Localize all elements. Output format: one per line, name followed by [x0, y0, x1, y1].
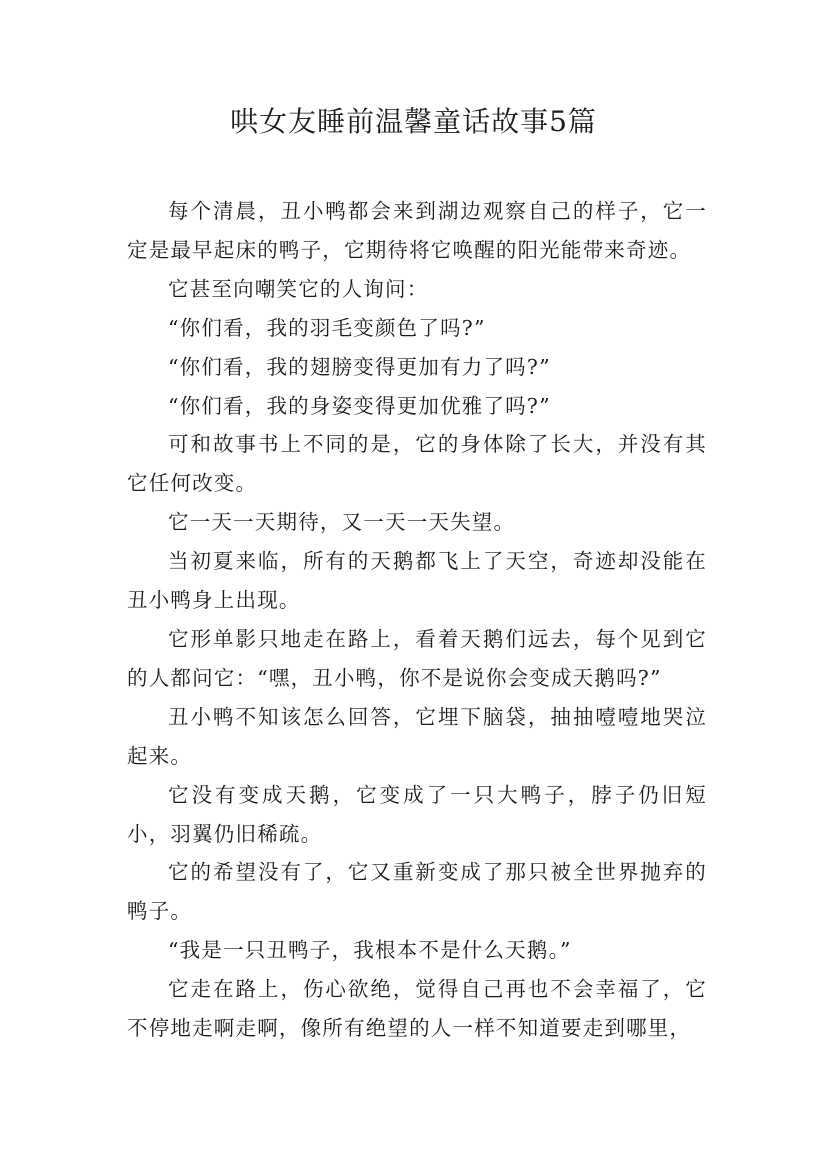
paragraph: “你们看，我的羽毛变颜色了吗?” [168, 315, 486, 340]
paragraph: 丑小鸭不知该怎么回答，它埋下脑袋，抽抽噎噎地哭泣起来。 [127, 704, 707, 768]
paragraph: 可和故事书上不同的是，它的身体除了长大，并没有其它任何改变。 [127, 432, 707, 496]
paragraph: “我是一只丑鸭子，我根本不是什么天鹅。” [168, 938, 572, 963]
paragraph: “你们看，我的身姿变得更加优雅了吗?” [168, 393, 551, 418]
document-body [127, 192, 707, 1048]
paragraph: 当初夏来临，所有的天鹅都飞上了天空，奇迹却没能在丑小鸭身上出现。 [127, 549, 707, 613]
paragraph: 它走在路上，伤心欲绝，觉得自己再也不会幸福了，它不停地走啊走啊，像所有绝望的人一样不知道要走到哪里， [127, 977, 707, 1041]
paragraph: 它一天一天期待，又一天一天失望。 [168, 510, 516, 535]
paragraph: “你们看，我的翅膀变得更加有力了吗?” [168, 354, 551, 379]
paragraph: 每个清晨，丑小鸭都会来到湖边观察自己的样子，它一定是最早起床的鸭子，它期待将它唤醒的阳光能带来奇迹。 [127, 199, 707, 262]
paragraph: 它没有变成天鹅，它变成了一只大鸭子，脖子仍旧短小，羽翼仍旧稀疏。 [127, 782, 707, 846]
paragraph: 它形单影只地走在路上，看着天鹅们远去，每个见到它的人都问它：“嘿，丑小鸭，你不是说你会变成天鹅吗?” [127, 626, 707, 690]
document-title: 哄女友睡前温馨童话故事5篇 [230, 105, 597, 138]
paragraph: 它甚至向嘲笑它的人询问： [168, 276, 429, 301]
paragraph: 它的希望没有了，它又重新变成了那只被全世界抛弃的鸭子。 [127, 860, 707, 924]
